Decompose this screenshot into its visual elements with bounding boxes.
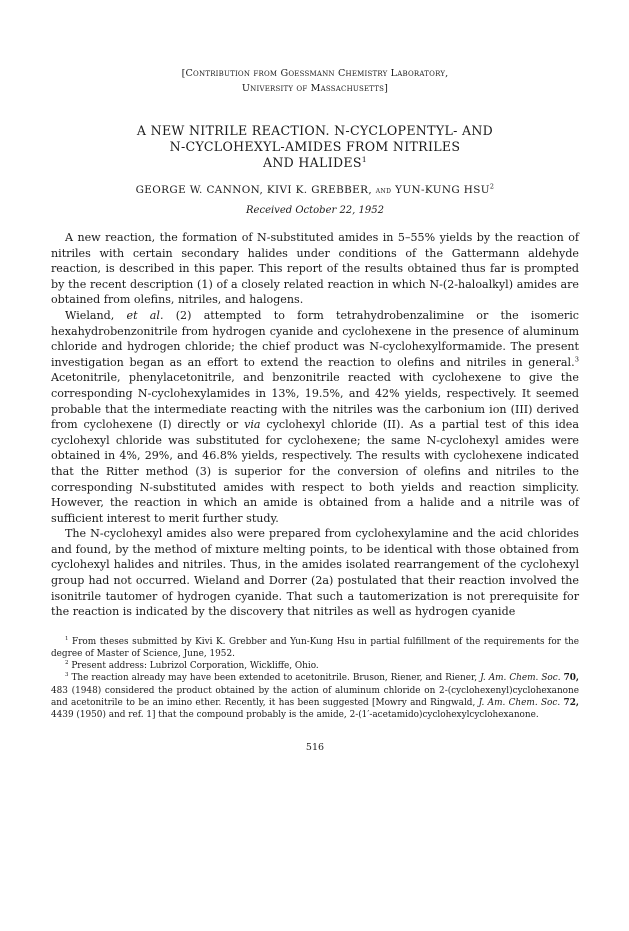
article-body bbox=[51, 230, 579, 620]
p2-text-d: cyclohexyl chloride (II). As a partial test of this idea cyclohexyl chloride was substituted for cyclohexene; the same N-cyclohexyl amides were obtained in 4%, 29%, and 46.8% yields, respectively. The results with cyclohexene indicated that the Ritter method (3) is superior for the conversion of olefins and nitriles to the corresponding N-substituted amides with respect to both yields and reaction simplicity. However, the reaction in which an amide is obtained from a halide and a nitrile was of sufficient interest to merit further study. bbox=[51, 418, 579, 525]
footnote-2 bbox=[51, 660, 579, 672]
footnote-2-text: Present address: Lubrizol Corporation, Wickliffe, Ohio. bbox=[71, 661, 319, 672]
contribution-header bbox=[51, 66, 579, 96]
p2-text-a: Wieland, bbox=[65, 308, 115, 322]
footnote-1-text: From theses submitted by Kivi K. Grebber and Yun-Kung Hsu in partial fulfillment of the requirements for the degree of Master of Science, June, 1952. bbox=[51, 636, 579, 660]
footnotes bbox=[51, 636, 579, 721]
title-footnote-mark: 1 bbox=[361, 154, 368, 164]
footnote-3-text-b: 483 (1948) considered the product obtained by the action of aluminum chloride on 2-(cyclohexenyl)cyclohexanone and acetonitrile to be an imino ether. Recently, it has been suggested [Mowry and Ringwald, bbox=[51, 685, 579, 708]
footnote-1 bbox=[51, 636, 579, 660]
footnote-3-volume-1: 70, bbox=[563, 673, 580, 684]
page-number: 516 bbox=[305, 742, 325, 754]
footnote-3-text-c: 4439 (1950) and ref. 1] that the compound probably is the amide, 2-(1′-acetamido)cyclohexylcyclohexanone. bbox=[51, 710, 539, 721]
title-line-3 bbox=[51, 155, 579, 171]
title-line-1: A NEW NITRILE REACTION. N-CYCLOPENTYL- AND bbox=[136, 123, 494, 138]
author-names-1: GEORGE W. CANNON, KIVI K. GREBBER, bbox=[135, 184, 373, 196]
footnote-1-mark: 1 bbox=[65, 635, 69, 642]
p2-et-al: et al. bbox=[126, 308, 164, 322]
p2-text-b: (2) attempted to form tetrahydrobenzalimine or the isomeric hexahydrobenzonitrile from hydrogen cyanide and cyclohexene in the presence of aluminum chloride and hydrogen chloride; the chief product was N-cyclohexylformamide. The present investigation began as an effort to extend the reaction to olefins and nitriles in general. bbox=[51, 308, 579, 369]
title-line-3-text: AND HALIDES bbox=[262, 155, 362, 170]
footnote-3 bbox=[51, 672, 579, 721]
footnote-3-journal-1: J. Am. Chem. Soc. bbox=[480, 673, 561, 684]
footnote-3-mark: 3 bbox=[65, 672, 69, 679]
author-names-2: YUN-KUNG HSU bbox=[395, 184, 490, 196]
footnote-3-journal-2: J. Am. Chem. Soc. bbox=[478, 697, 561, 708]
paragraph-3: The N-cyclohexyl amides also were prepared from cyclohexylamine and the acid chlorides and found, by the method of mixture melting points, to be identical with those obtained from cyclohexyl halides and nitriles. Thus, in the amides isolated rearrangement of the cyclohexyl group had not occurred. Wieland and Dorrer (2a) postulated that their reaction involved the isonitrile tautomer of hydrogen cyanide. That such a tautomerization is not prerequisite for the reaction is indicated by the discovery that nitriles as well as hydrogen cyanide bbox=[51, 527, 579, 619]
paragraph-2 bbox=[51, 308, 579, 526]
author-footnote-mark: 2 bbox=[489, 182, 495, 191]
p2-footnote-mark: 3 bbox=[574, 355, 579, 364]
paragraph-1: A new reaction, the formation of N-substituted amides in 5–55% yields by the reaction of nitriles with certain secondary halides under conditions of the Gattermann aldehyde reaction, is described in this paper. This report of the results obtained thus far is prompted by the recent description (1) of a closely related reaction in which N-(2-haloalkyl) amides are obtained from olefins, nitriles, and halogens. bbox=[51, 231, 579, 307]
received-date: Received October 22, 1952 bbox=[246, 205, 384, 216]
author-line bbox=[51, 184, 579, 196]
p2-via: via bbox=[244, 418, 261, 432]
author-and: and bbox=[375, 186, 392, 196]
contribution-line-1: [Contribution from Goessmann Chemistry Laboratory, bbox=[181, 68, 449, 79]
footnote-2-mark: 2 bbox=[65, 660, 69, 667]
p2-text-c: Acetonitrile, phenylacetonitrile, and benzonitrile reacted with cyclohexene to give the corresponding N-cyclohexylamides in 13%, 19.5%, and 42% yields, respectively. It seemed probable that the intermediate reacting with the nitriles was the carbonium ion (III) derived from cyclohexene (I) directly or bbox=[51, 371, 579, 432]
article-title bbox=[51, 123, 579, 171]
footnote-3-volume-2: 72, bbox=[563, 697, 579, 708]
title-line-2: N-CYCLOHEXYL-AMIDES FROM NITRILES bbox=[169, 139, 461, 154]
footnote-3-text-a: The reaction already may have been extended to acetonitrile. Bruson, Riener, and Riener, bbox=[71, 673, 478, 684]
contribution-line-2: University of Massachusetts] bbox=[241, 83, 389, 94]
